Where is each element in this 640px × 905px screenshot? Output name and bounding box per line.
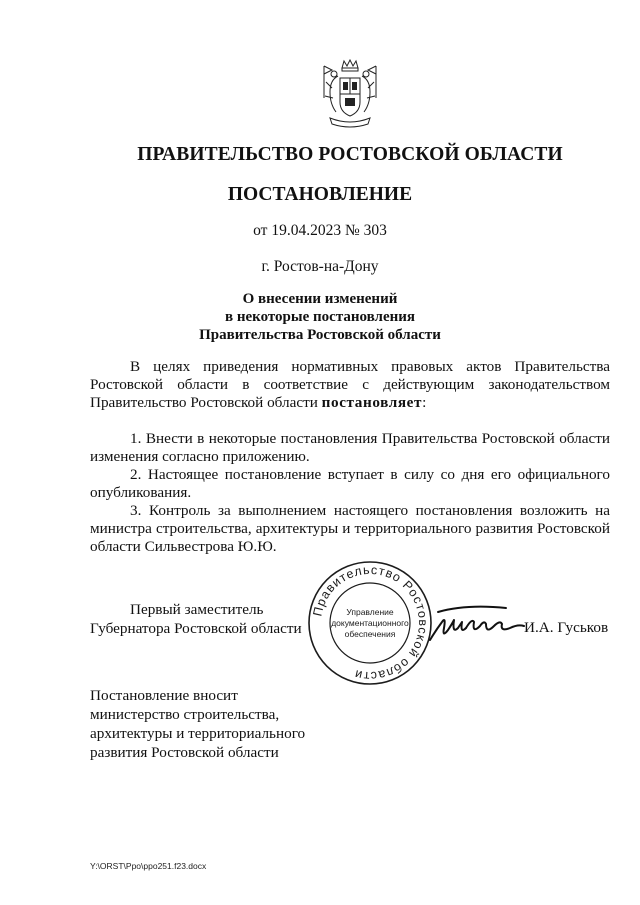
subject-line-1: О внесении изменений: [242, 291, 398, 307]
decree-item-text: 3. Контроль за выполнением настоящего постановления возложить на министра строительства, архитектуры и территориального развития Ростовской области Сильвестрова Ю.Ю.: [90, 502, 610, 556]
preamble-text: В целях приведения нормативных правовых актов Правительства Ростовской области в соответствие с действующим законодательством Правительство Ростовской области: [90, 358, 610, 412]
subject-line-2: в некоторые постановления: [224, 309, 416, 325]
decree-item-text: 1. Внести в некоторые постановления Правительства Ростовской области изменения согласно приложению.: [90, 430, 610, 466]
signer-position-line-2: Губернатора Ростовской области: [90, 620, 302, 637]
stamp-inner-line-2: документационного: [331, 618, 409, 628]
document-date-number: от 19.04.2023 № 303: [253, 222, 387, 239]
preamble-decision-word: постановляет: [321, 394, 423, 412]
submitter-note: [90, 686, 305, 762]
decree-item-2: [90, 466, 610, 502]
preamble-paragraph: [90, 358, 610, 413]
handwritten-signature: [426, 600, 526, 648]
signer-position-line-1: Первый заместитель: [130, 601, 264, 618]
decree-item-text: 2. Настоящее постановление вступает в силу со дня его официального опубликования.: [90, 466, 610, 502]
decree-item-3: [90, 502, 610, 557]
submitter-line-2: министерство строительства,: [90, 706, 280, 723]
file-path-footer: Y:\ORST\Ppo\ppo251.f23.docx: [90, 861, 207, 871]
submitter-line-3: архитектуры и территориального: [90, 725, 306, 742]
document-type-title: ПОСТАНОВЛЕНИЕ: [227, 184, 413, 205]
stamp-outer-text: Правительство Ростовской области: [310, 562, 431, 684]
document-subject: [0, 290, 640, 344]
subject-line-3: Правительства Ростовской области: [199, 327, 441, 343]
signer-name: И.А. Гуськов: [524, 619, 609, 636]
document-place: г. Ростов-на-Дону: [261, 258, 379, 275]
preamble-colon: :: [422, 394, 427, 412]
stamp-inner-line-1: Управление: [346, 607, 394, 617]
stamp-inner-line-3: обеспечения: [344, 629, 396, 639]
coat-of-arms-emblem: [318, 58, 382, 130]
signer-position: [90, 600, 302, 638]
government-title: ПРАВИТЕЛЬСТВО РОСТОВСКОЙ ОБЛАСТИ: [137, 144, 563, 165]
submitter-line-4: развития Ростовской области: [90, 744, 279, 761]
official-stamp: [306, 560, 434, 686]
decree-item-1: [90, 430, 610, 466]
submitter-line-1: Постановление вносит: [90, 687, 238, 704]
